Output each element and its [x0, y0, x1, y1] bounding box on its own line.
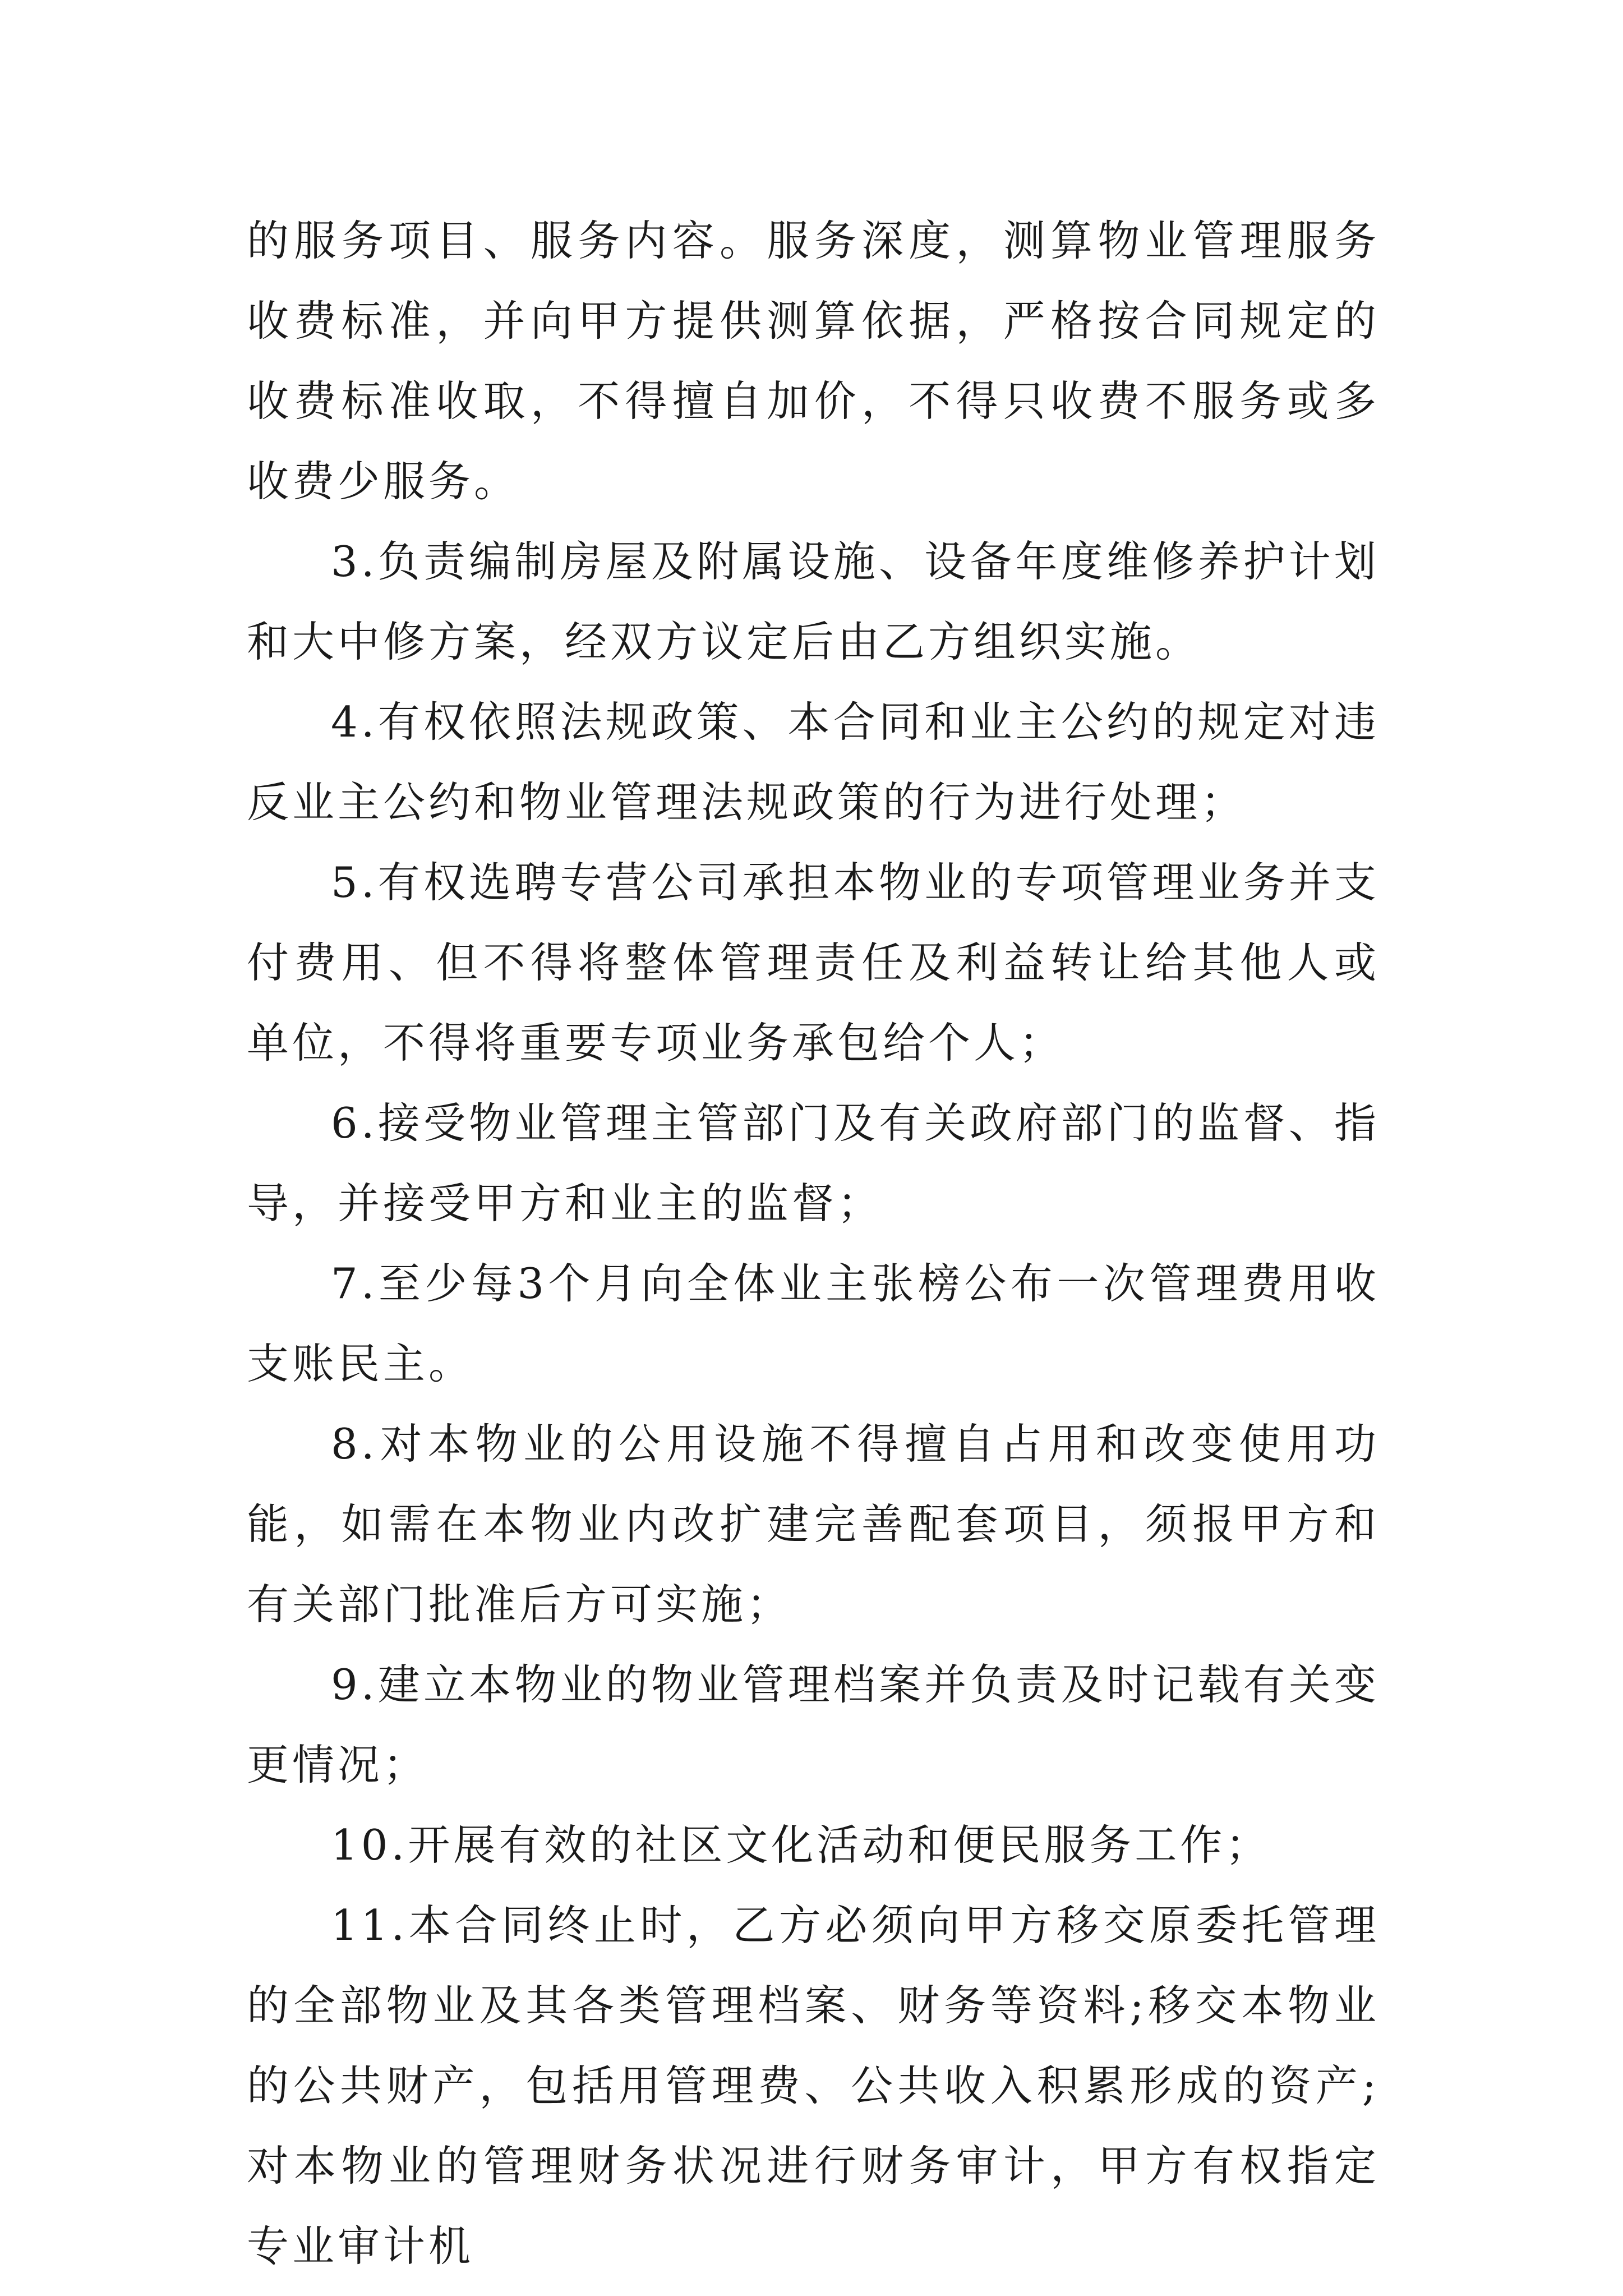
paragraph-item-7: 7.至少每3个月向全体业主张榜公布一次管理费用收支账民主。 [247, 1259, 1380, 1388]
paragraph-item-9: 9.建立本物业的物业管理档案并负责及时记载有关变更情况； [247, 1660, 1380, 1789]
document-body [247, 201, 1380, 2286]
paragraph-continuation: 的服务项目、服务内容。服务深度，测算物业管理服务收费标准，并向甲方提供测算依据，严格按合同规定的收费标准收取，不得擅自加价，不得只收费不服务或多收费少服务。 [247, 216, 1380, 506]
paragraph-item-8: 8.对本物业的公用设施不得擅自占用和改变使用功能，如需在本物业内改扩建完善配套项目，须报甲方和有关部门批准后方可实施； [247, 1419, 1380, 1629]
paragraph-item-4: 4.有权依照法规政策、本合同和业主公约的规定对违反业主公约和物业管理法规政策的行为进行处理； [247, 697, 1380, 827]
paragraph-item-6: 6.接受物业管理主管部门及有关政府部门的监督、指导，并接受甲方和业主的监督； [247, 1098, 1380, 1228]
paragraph-item-11: 11.本合同终止时，乙方必须向甲方移交原委托管理的全部物业及其各类管理档案、财务等资料;移交本物业的公共财产，包括用管理费、公共收入积累形成的资产;对本物业的管理财务状况进行财务审计，甲方有权指定专业审计机 [247, 1901, 1380, 2271]
paragraph-item-10: 10.开展有效的社区文化活动和便民服务工作； [331, 1820, 1271, 1870]
paragraph-item-3: 3.负责编制房屋及附属设施、设备年度维修养护计划和大中修方案，经双方议定后由乙方组织实施。 [247, 537, 1380, 666]
paragraph-item-5: 5.有权选聘专营公司承担本物业的专项管理业务并支付费用、但不得将整体管理责任及利益转让给其他人或单位，不得将重要专项业务承包给个人； [247, 858, 1380, 1068]
